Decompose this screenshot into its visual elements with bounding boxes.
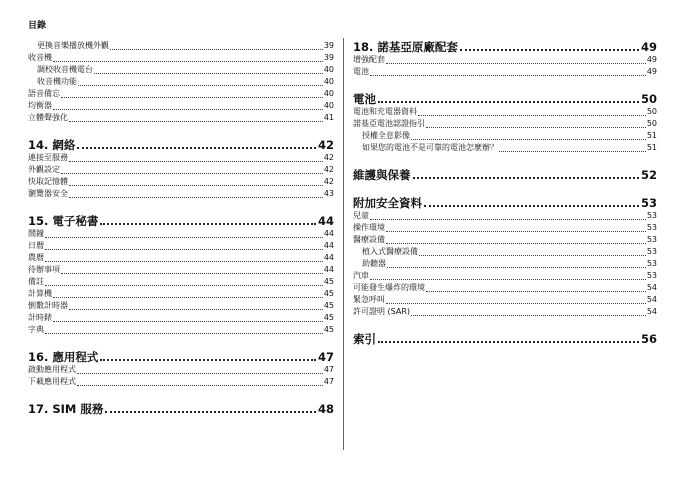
page-number: 42 (317, 138, 334, 152)
entry-title: 立體聲強化 (28, 113, 68, 122)
section-spacer (353, 154, 657, 168)
entry-title: 啟動應用程式 (28, 365, 76, 374)
dot-leader (386, 231, 646, 232)
toc-section-heading[interactable] (28, 214, 334, 228)
page-number: 53 (646, 211, 657, 220)
section-spacer (28, 200, 334, 214)
toc-entry[interactable] (353, 306, 657, 318)
dot-leader (110, 49, 323, 50)
toc-entry[interactable] (28, 64, 334, 76)
dot-leader (418, 115, 646, 116)
page-number: 53 (646, 271, 657, 280)
toc-section-heading[interactable] (353, 332, 657, 346)
dot-leader (61, 273, 323, 274)
entry-title: 諾基亞電池認證指引 (353, 119, 425, 128)
dot-leader (53, 297, 323, 298)
dot-leader (77, 147, 316, 149)
entry-title: 收音機 (28, 53, 52, 62)
section-title: 附加安全資料 (353, 196, 422, 210)
page-number: 42 (323, 165, 334, 174)
entry-title: 兒童 (353, 211, 369, 220)
dot-leader (53, 61, 323, 62)
page-number: 52 (640, 168, 657, 182)
page-number: 45 (323, 301, 334, 310)
toc-entry[interactable] (353, 294, 657, 306)
page-number: 54 (646, 307, 657, 316)
entry-title: 計算機 (28, 289, 52, 298)
dot-leader (413, 177, 639, 179)
page-number: 47 (317, 350, 334, 364)
entry-title: 醫療設備 (353, 235, 385, 244)
entry-title: 計時錶 (28, 313, 52, 322)
dot-leader (100, 359, 316, 361)
page-number: 47 (323, 377, 334, 386)
entry-title: 電池 (353, 67, 369, 76)
entry-title: 倒數計時器 (28, 301, 68, 310)
entry-title: 更換音樂播放機外觀 (37, 41, 109, 50)
page-number: 54 (646, 295, 657, 304)
dot-leader (386, 303, 646, 304)
toc-section-heading[interactable] (353, 196, 657, 210)
section-title: 15. 電子秘書 (28, 214, 99, 228)
page-number: 56 (640, 332, 657, 346)
dot-leader (370, 279, 646, 280)
entry-title: 緊急呼叫 (353, 295, 385, 304)
dot-leader (499, 151, 646, 152)
page-number: 44 (323, 265, 334, 274)
toc-entry[interactable] (353, 282, 657, 294)
section-spacer (353, 318, 657, 332)
dot-leader (45, 285, 323, 286)
page-number: 49 (640, 40, 657, 54)
toc-entry[interactable] (28, 188, 334, 200)
toc-entry[interactable] (353, 246, 657, 258)
toc-entry[interactable] (28, 376, 334, 388)
toc-entry[interactable] (28, 312, 334, 324)
toc-left-column (28, 40, 334, 416)
entry-title: 可能發生爆炸的環境 (353, 283, 425, 292)
page-header-title: 目錄 (28, 21, 47, 31)
toc-entry[interactable] (28, 176, 334, 188)
toc-entry[interactable] (28, 264, 334, 276)
dot-leader (387, 267, 646, 268)
page-number: 48 (317, 402, 334, 416)
entry-title: 調校收音機電台 (37, 65, 93, 74)
entry-title: 瀏覽器安全 (28, 189, 68, 198)
toc-entry[interactable] (28, 112, 334, 124)
toc-entry[interactable] (353, 222, 657, 234)
page-number: 40 (323, 101, 334, 110)
toc-section-heading[interactable] (353, 40, 657, 54)
dot-leader (69, 121, 323, 122)
section-title: 索引 (353, 332, 376, 346)
toc-section-heading[interactable] (353, 168, 657, 182)
toc-section-heading[interactable] (353, 92, 657, 106)
toc-entry[interactable] (353, 210, 657, 222)
entry-title: 收音機功能 (37, 77, 77, 86)
entry-title: 增強配套 (353, 55, 385, 64)
page-number: 51 (646, 143, 657, 152)
page-number: 39 (323, 53, 334, 62)
toc-section-heading[interactable] (28, 350, 334, 364)
page-number: 53 (646, 259, 657, 268)
dot-leader (411, 139, 646, 140)
toc-entry[interactable] (353, 54, 657, 66)
entry-title: 如果您的電池不是可靠的電池怎麼辦？ (362, 143, 498, 152)
toc-entry[interactable] (28, 300, 334, 312)
entry-title: 鬧鐘 (28, 229, 44, 238)
dot-leader (45, 237, 323, 238)
entry-title: 助聽器 (362, 259, 386, 268)
page-number: 40 (323, 77, 334, 86)
dot-leader (386, 243, 646, 244)
toc-entry[interactable] (353, 118, 657, 130)
dot-leader (69, 197, 323, 198)
section-title: 維護與保養 (353, 168, 411, 182)
section-title: 17. SIM 服務 (28, 402, 104, 416)
toc-entry[interactable] (28, 240, 334, 252)
page-number: 44 (323, 253, 334, 262)
toc-entry[interactable] (353, 130, 657, 142)
page-number: 43 (323, 189, 334, 198)
dot-leader (69, 161, 323, 162)
page-number: 50 (640, 92, 657, 106)
dot-leader (69, 309, 323, 310)
page-number: 44 (323, 241, 334, 250)
entry-title: 下載應用程式 (28, 377, 76, 386)
toc-entry[interactable] (28, 52, 334, 64)
entry-title: 操作環境 (353, 223, 385, 232)
entry-title: 備註 (28, 277, 44, 286)
section-spacer (28, 388, 334, 402)
dot-leader (45, 333, 323, 334)
dot-leader (370, 75, 646, 76)
dot-leader (426, 291, 646, 292)
toc-entry[interactable] (353, 66, 657, 78)
dot-leader (77, 385, 323, 386)
dot-leader (61, 173, 323, 174)
section-title: 16. 應用程式 (28, 350, 99, 364)
dot-leader (370, 219, 646, 220)
dot-leader (386, 63, 646, 64)
toc-entry[interactable] (353, 258, 657, 270)
entry-title: 字典 (28, 325, 44, 334)
entry-title: 語音備忘 (28, 89, 60, 98)
page-number: 40 (323, 89, 334, 98)
toc-right-column (353, 40, 657, 346)
page-number: 53 (646, 223, 657, 232)
dot-leader (77, 373, 323, 374)
page-number: 45 (323, 277, 334, 286)
dot-leader (378, 101, 639, 103)
page-number: 44 (317, 214, 334, 228)
page-number: 50 (646, 119, 657, 128)
entry-title: 授權全息影像 (362, 131, 410, 140)
page-number: 40 (323, 65, 334, 74)
entry-title: 電池和充電器資料 (353, 107, 417, 116)
entry-title: 待辦事項 (28, 265, 60, 274)
toc-entry[interactable] (28, 364, 334, 376)
page-number: 51 (646, 131, 657, 140)
dot-leader (45, 249, 323, 250)
page-number: 42 (323, 177, 334, 186)
entry-title: 農曆 (28, 253, 44, 262)
section-spacer (28, 336, 334, 350)
dot-leader (460, 49, 639, 51)
section-spacer (353, 182, 657, 196)
section-title: 電池 (353, 92, 376, 106)
column-divider (343, 38, 344, 450)
toc-entry[interactable] (28, 152, 334, 164)
toc-entry[interactable] (353, 270, 657, 282)
dot-leader (53, 321, 323, 322)
entry-title: 日曆 (28, 241, 44, 250)
toc-entry[interactable] (353, 234, 657, 246)
toc-entry[interactable] (28, 40, 334, 52)
page-number: 39 (323, 41, 334, 50)
section-title: 18. 諾基亞原廠配套 (353, 40, 458, 54)
dot-leader (424, 205, 639, 207)
dot-leader (426, 127, 646, 128)
page-number: 44 (323, 229, 334, 238)
section-spacer (28, 124, 334, 138)
page-number: 53 (646, 235, 657, 244)
page-number: 47 (323, 365, 334, 374)
section-spacer (353, 78, 657, 92)
section-title: 14. 網絡 (28, 138, 76, 152)
dot-leader (105, 411, 316, 413)
toc-entry[interactable] (28, 164, 334, 176)
toc-entry[interactable] (353, 142, 657, 154)
toc-entry[interactable] (28, 88, 334, 100)
page-number: 50 (646, 107, 657, 116)
page-number: 42 (323, 153, 334, 162)
toc-section-heading[interactable] (28, 402, 334, 416)
toc-entry[interactable] (28, 228, 334, 240)
toc-entry[interactable] (28, 288, 334, 300)
toc-entry[interactable] (28, 76, 334, 88)
entry-title: 快取記憶體 (28, 177, 68, 186)
page-number: 45 (323, 313, 334, 322)
dot-leader (100, 223, 316, 225)
dot-leader (45, 261, 323, 262)
toc-entry[interactable] (353, 106, 657, 118)
page-number: 53 (640, 196, 657, 210)
toc-entry[interactable] (28, 324, 334, 336)
dot-leader (94, 73, 323, 74)
page-number: 54 (646, 283, 657, 292)
entry-title: 外觀設定 (28, 165, 60, 174)
entry-title: 均衡器 (28, 101, 52, 110)
dot-leader (419, 255, 646, 256)
dot-leader (53, 109, 323, 110)
dot-leader (78, 85, 323, 86)
entry-title: 汽車 (353, 271, 369, 280)
toc-entry[interactable] (28, 276, 334, 288)
dot-leader (378, 341, 639, 343)
page-number: 53 (646, 247, 657, 256)
page-number: 49 (646, 67, 657, 76)
page-number: 41 (323, 113, 334, 122)
entry-title: 許可證明 (SAR) (353, 307, 411, 316)
entry-title: 植入式醫療設備 (362, 247, 418, 256)
entry-title: 連接至服務 (28, 153, 68, 162)
dot-leader (69, 185, 323, 186)
page-number: 45 (323, 325, 334, 334)
toc-entry[interactable] (28, 252, 334, 264)
page-number: 45 (323, 289, 334, 298)
toc-section-heading[interactable] (28, 138, 334, 152)
toc-entry[interactable] (28, 100, 334, 112)
dot-leader (61, 97, 323, 98)
page-number: 49 (646, 55, 657, 64)
dot-leader (411, 315, 646, 316)
